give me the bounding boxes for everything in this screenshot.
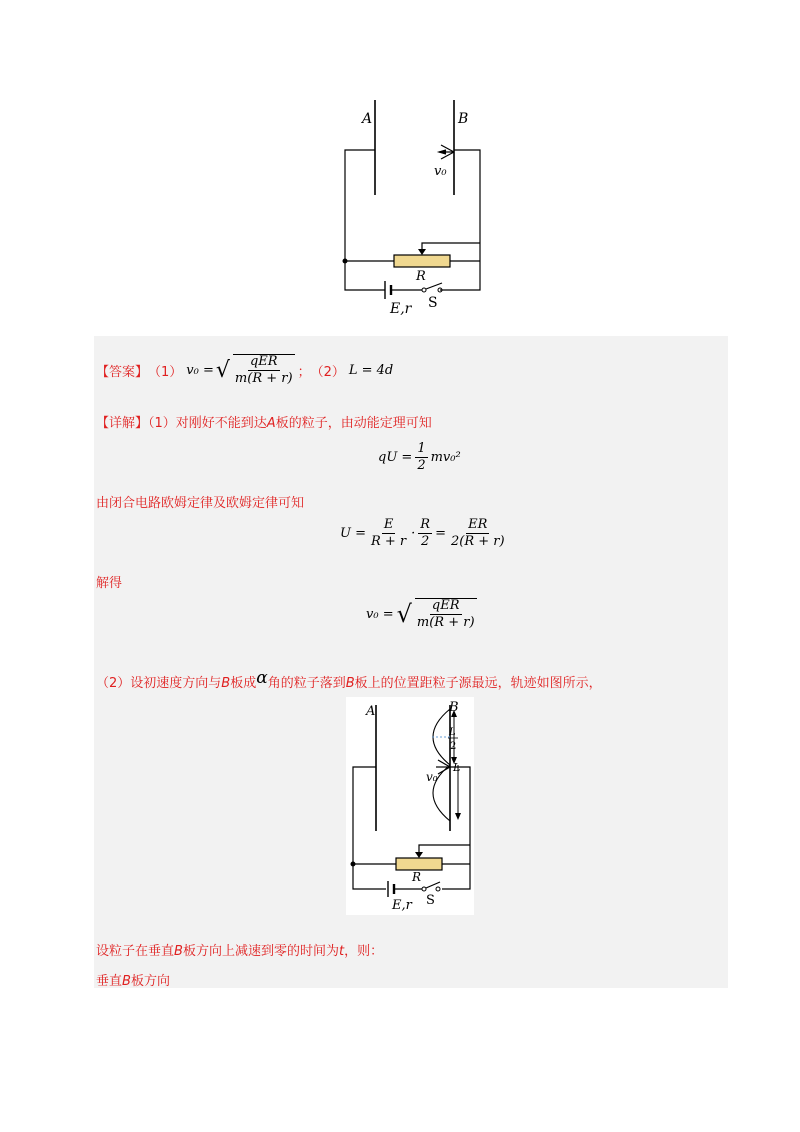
answer-part1: （1） [148,364,183,380]
label-L: L [453,761,461,774]
label-Er: E,r [392,898,412,913]
answer-sep: ； [297,364,311,380]
detail-line-3: 解得 [96,576,123,591]
label-Er: E,r [390,301,412,317]
label-v0: v₀ [426,770,438,784]
equation-3: v₀ = √ $\frac{\text{qER}}{m(R + r)}$ [366,598,475,630]
detail-line-5: 设粒子在垂直B板方向上减速到零的时间为t，则： [96,944,384,959]
label-v0: v₀ [434,164,447,179]
circuit-figure-1 [330,95,500,320]
answer-result2: L = 4d [348,362,394,378]
equation-1: qU = $\frac{1}{2}$ mv₀² [378,441,461,473]
rheostat [396,858,442,870]
label-L-half-den: 2 [450,741,457,752]
label-A: A [362,111,373,127]
detail-line-4: （2）设初速度方向与B板成α角的粒子落到B板上的位置距粒子源最远，轨迹如图所示， [96,668,602,691]
detail-line-1: 【详解】（1）对刚好不能到达A板的粒子，由动能定理可知 [96,416,432,431]
wire-left [345,150,385,290]
answer-tag: 【答案】 [96,364,149,380]
answer-part2: （2） [310,364,345,380]
particle-source [439,145,454,159]
label-R: R [412,870,422,884]
slider-wire [422,243,480,252]
circuit-figure-2 [346,697,474,915]
detail-line-6: 垂直B板方向 [96,974,170,989]
label-S: S [428,295,438,311]
answer-sqrt-fraction: $\frac{\text{qER}}{m(R + r)}$ [234,354,293,386]
answer-v0-lhs: v₀ = [186,362,214,378]
label-L-half-num: L [449,727,456,738]
detail-line-2: 由闭合电路欧姆定律及欧姆定律可知 [96,496,305,511]
label-S: S [426,893,435,908]
equation-2: U = $\frac{E}{R + r}$ · $\frac{R}{2}$ = $\frac{ER}{2(R + r)}$ [340,517,505,549]
detail-tag: 【详解】 [96,416,149,431]
label-B: B [458,111,469,127]
rheostat [394,255,450,267]
label-A: A [366,704,376,719]
answer-line: 【答案】 （1） v₀ = √ $\frac{\text{qER}}{m(R + r)}$ ； （2） L = 4d [96,354,394,386]
label-B: B [449,700,459,715]
label-R: R [416,269,426,284]
